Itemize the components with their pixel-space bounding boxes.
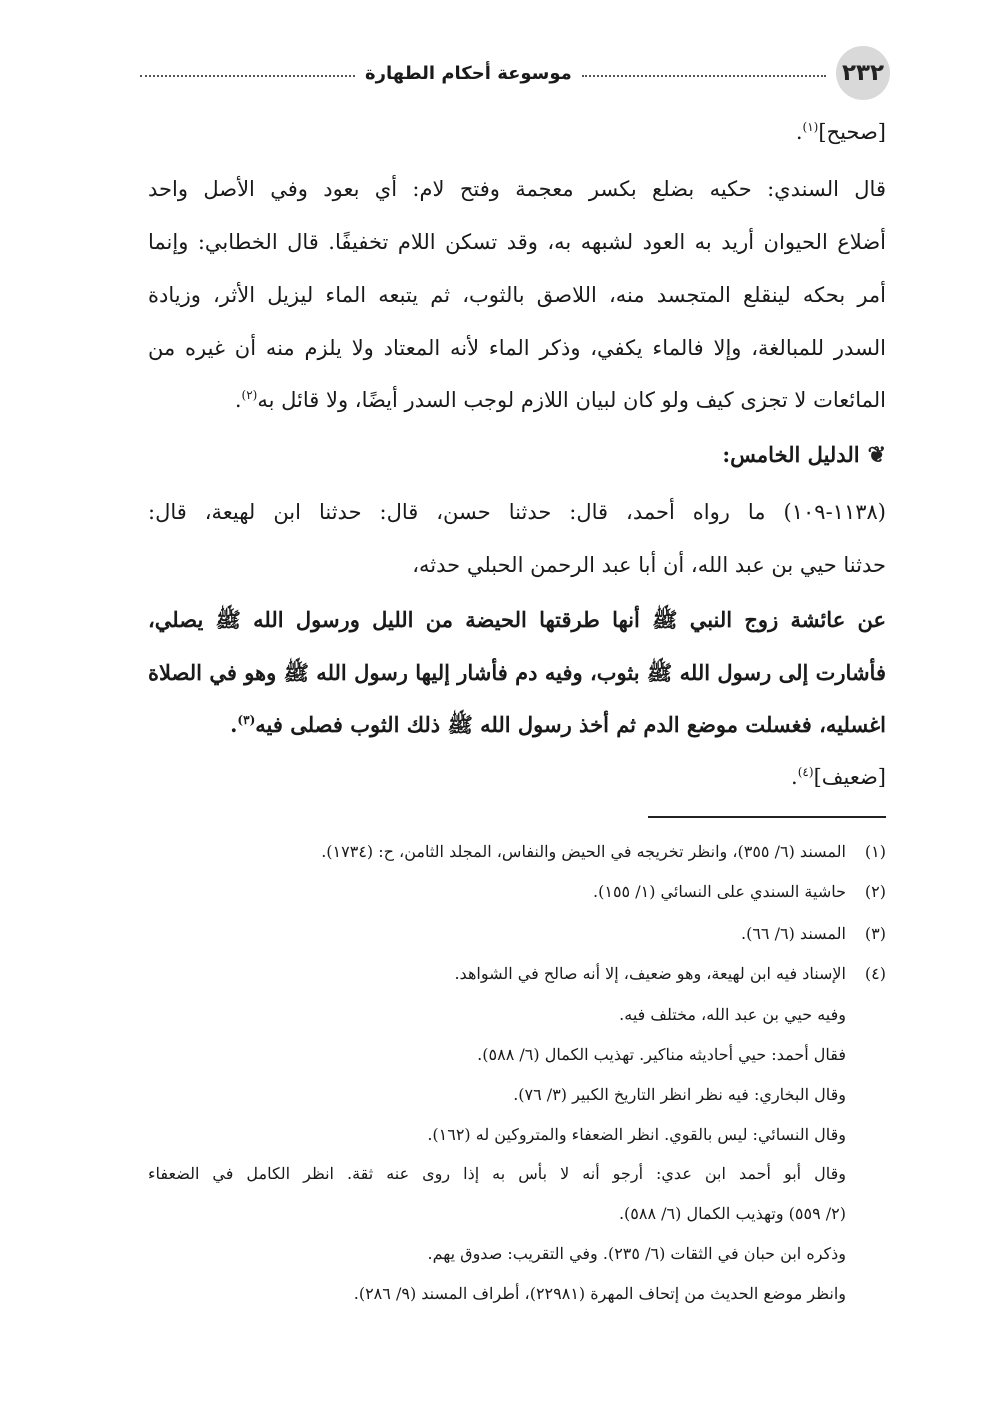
footnote-text: المسند (٦/ ٦٦). (741, 924, 846, 943)
header-dotted-leader-left (140, 75, 355, 77)
footnote-4-line: وقال النسائي: ليس بالقوي. انظر الضعفاء والمتروكين له (١٦٢). (427, 1125, 846, 1144)
footnote-separator (648, 816, 886, 818)
section-heading (722, 440, 886, 470)
grade-sahih: [صحيح]$^{(١)}$. (795, 120, 886, 144)
footnote-number: (١) (864, 842, 886, 861)
hadith-text-line: فأشارت إلى رسول الله ﷺ بثوب، وفيه دم فأشار إليها رسول الله ﷺ وهو في الصلاة (148, 660, 886, 685)
grade-daif: [ضعيف]$^{(٤)}$. (791, 765, 886, 789)
footnote-ref-4: (٤) (797, 765, 814, 779)
paragraph-line: السدر للمبالغة، وإلا فالماء يكفي، وذكر الماء لأنه المعتاد ولا يلزم منه أن غيره من (148, 336, 886, 360)
footnote-text: حاشية السندي على النسائي (١/ ١٥٥). (593, 882, 846, 901)
footnote-4-line: وذكره ابن حبان في الثقات (٦/ ٢٣٥). وفي التقريب: صدوق يهم. (427, 1244, 846, 1263)
hadith-text-line-last: اغسليه، فغسلت موضع الدم ثم أخذ رسول الله ﷺ ذلك الثوب فصلى فيه$^{(٣)}$. (230, 712, 886, 737)
footnote-3 (741, 923, 886, 945)
footnote-4-line: وقال البخاري: فيه نظر انظر التاريخ الكبير (٣/ ٧٦). (513, 1085, 846, 1104)
paragraph-line: قال السندي: حكيه بضلع بكسر معجمة وفتح لام: أي بعود وفي الأصل واحد (148, 177, 886, 201)
footnote-1 (321, 841, 886, 863)
footnote-4-line: وانظر موضع الحديث من إتحاف المهرة (٢٢٩٨١)، أطراف المسند (٩/ ٢٨٦). (353, 1284, 846, 1303)
footnote-4 (454, 963, 886, 985)
grade-label: [ضعيف] (813, 765, 886, 789)
page-number-badge (836, 46, 890, 100)
footnote-4-line: وقال أبو أحمد ابن عدي: أرجو أنه لا بأس به إذا روى عنه ثقة. انظر الكامل في الضعفاء (148, 1164, 847, 1183)
footnote-number: (٣) (864, 924, 886, 943)
footnote-ref-3: (٣) (237, 713, 256, 727)
footnote-number: (٢) (864, 882, 886, 901)
isnad-line: حدثنا حيي بن عبد الله، أن أبا عبد الرحمن الحبلي حدثه، (412, 553, 886, 577)
hadith-text-line: عن عائشة زوج النبي ﷺ أنها طرقتها الحيضة من الليل ورسول الله ﷺ يصلي، (148, 607, 886, 632)
footnote-ref-2: (٢) (241, 388, 258, 402)
page-number: ٢٣٢ (841, 60, 885, 86)
isnad-line: (١١٣٨-١٠٩) ما رواه أحمد، قال: حدثنا حسن، قال: حدثنا ابن لهيعة، قال: (148, 500, 886, 524)
footnote-number: (٤) (864, 964, 886, 983)
footnote-4-line: فقال أحمد: حيي أحاديثه مناكير. تهذيب الكمال (٦/ ٥٨٨). (477, 1045, 846, 1064)
footnote-text: الإسناد فيه ابن لهيعة، وهو ضعيف، إلا أنه صالح في الشواهد. (454, 964, 846, 983)
paragraph-line: أضلاع الحيوان أريد به العود لشبهه به، وقد تسكن اللام تخفيفًا. قال الخطابي: وإنما (148, 230, 886, 254)
heading-text: الدليل الخامس: (722, 442, 860, 467)
running-header (140, 58, 826, 88)
footnote-ref-1: (١) (802, 120, 819, 134)
footnote-text: المسند (٦/ ٣٥٥)، وانظر تخريجه في الحيض والنفاس، المجلد الثامن، ح: (١٧٣٤). (321, 842, 846, 861)
grade-label: [صحيح] (818, 120, 886, 144)
header-dotted-leader-right (582, 75, 826, 77)
header-title: موسوعة أحكام الطهارة (365, 62, 572, 84)
footnote-2 (593, 881, 886, 903)
footnote-4-line: (٢/ ٥٥٩) وتهذيب الكمال (٦/ ٥٨٨). (618, 1204, 846, 1223)
paragraph-line-last: المائعات لا تجزى كيف ولو كان لبيان اللازم لوجب السدر أيضًا، ولا قائل به$^{(٢)}$. (234, 388, 886, 412)
paragraph-line: أمر بحكه لينقلع المتجسد منه، اللاصق بالثوب، ثم يتبعه الماء ليزيل الأثر، وزيادة (148, 283, 886, 307)
leaf-ornament-icon: ❦ (867, 442, 886, 468)
footnote-4-line: وفيه حيي بن عبد الله، مختلف فيه. (619, 1005, 846, 1024)
